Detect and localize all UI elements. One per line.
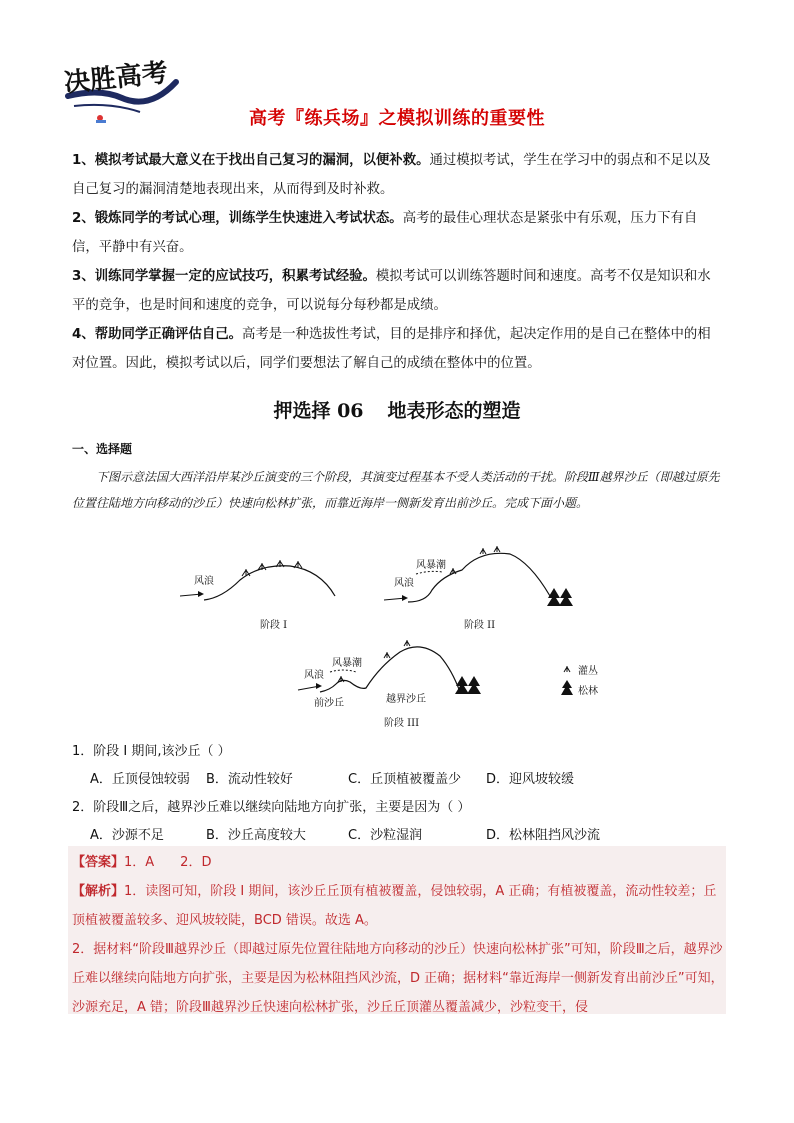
intro-section bbox=[72, 146, 724, 378]
cross-dune-label: 越界沙丘 bbox=[386, 694, 426, 705]
option: A．丘顶侵蚀较弱 bbox=[90, 772, 190, 787]
question-1-options bbox=[72, 766, 724, 794]
answer-line: 【答案】1．A 2．D bbox=[72, 855, 212, 870]
subsection-title: 一、选择题 bbox=[72, 442, 133, 456]
questions bbox=[72, 738, 724, 850]
option: D．松林阻挡风沙流 bbox=[486, 828, 601, 843]
question-1-stem: 1．阶段 I 期间,该沙丘（ ） bbox=[72, 744, 231, 759]
wind-wave-label-3: 风浪 bbox=[304, 670, 324, 681]
stage-2-diagram bbox=[384, 546, 573, 631]
storm-surge-label-2: 风暴潮 bbox=[416, 560, 446, 571]
analysis-p2: 2．据材料“阶段Ⅲ越界沙丘（即越过原先位置往陆地方向移动的沙丘）快速向松林扩张”可知，阶段Ⅲ之后，越界沙丘难以继续向陆地方向扩张，主要是因为松林阻挡风沙流，D 正确；据材料“靠近海岸一侧新发育出前沙丘”可知，沙源充足，A 错；阶段Ⅲ越界沙丘快速向松林扩张，沙丘丘顶灌丛覆盖减少，沙粒变干，侵 bbox=[72, 942, 724, 1015]
wind-wave-label-1: 风浪 bbox=[194, 576, 214, 587]
answer-section bbox=[72, 848, 724, 1022]
option: C．丘顶植被覆盖少 bbox=[348, 772, 462, 787]
legend-pine-label: 松林 bbox=[578, 686, 598, 697]
legend-shrub-icon bbox=[564, 666, 570, 672]
option: B．流动性较好 bbox=[206, 772, 293, 787]
section-title: 押选择 06 地表形态的塑造 bbox=[273, 400, 521, 422]
legend bbox=[561, 664, 598, 697]
page-title: 高考『练兵场』之模拟训练的重要性 bbox=[249, 108, 545, 129]
fore-dune-label: 前沙丘 bbox=[314, 698, 344, 709]
stage-1-diagram bbox=[180, 560, 335, 631]
legend-pine-icon bbox=[561, 680, 573, 695]
pine-icon bbox=[547, 588, 573, 606]
stage-1-label: 阶段 I bbox=[260, 620, 288, 631]
dune-figure bbox=[180, 540, 640, 740]
analysis-p1: 【解析】1．读图可知，阶段 I 期间，该沙丘丘顶有植被覆盖，侵蚀较弱，A 正确；有植被覆盖，流动性较差；丘顶植被覆盖较多、迎风坡较陡，BCD 错误。故选 A。 bbox=[72, 884, 717, 928]
stage-3-diagram bbox=[298, 640, 481, 729]
option: A．沙源不足 bbox=[90, 828, 164, 843]
stage-3-label: 阶段 III bbox=[384, 718, 420, 729]
legend-shrub-label: 灌丛 bbox=[578, 666, 598, 677]
question-2-stem: 2．阶段Ⅲ之后，越界沙丘难以继续向陆地方向扩张，主要是因为（ ） bbox=[72, 800, 471, 815]
option: D．迎风坡较缓 bbox=[486, 772, 575, 787]
intro-item: 1、模拟考试最大意义在于找出自己复习的漏洞，以便补救。通过模拟考试，学生在学习中的弱点和不足以及自己复习的漏洞清楚地表现出来，从而得到及时补救。 bbox=[72, 153, 711, 197]
option: B．沙丘高度较大 bbox=[206, 828, 306, 843]
intro-item: 3、训练同学掌握一定的应试技巧，积累考试经验。模拟考试可以训练答题时间和速度。高考不仅是知识和水平的竞争，也是时间和速度的竞争，可以说每分每秒都是成绩。 bbox=[72, 269, 711, 313]
intro-item: 4、帮助同学正确评估自己。高考是一种选拔性考试，目的是排序和择优，起决定作用的是自己在整体中的相对位置。因此，模拟考试以后，同学们要想法了解自己的成绩在整体中的位置。 bbox=[72, 327, 711, 371]
storm-surge-label-3: 风暴潮 bbox=[332, 658, 362, 669]
stage-2-label: 阶段 II bbox=[464, 620, 496, 631]
wind-wave-label-2: 风浪 bbox=[394, 578, 414, 589]
logo-text: 决胜高考 bbox=[62, 58, 170, 99]
option: C．沙粒湿润 bbox=[348, 828, 423, 843]
intro-item: 2、锻炼同学的考试心理，训练学生快速进入考试状态。高考的最佳心理状态是紧张中有乐观，压力下有自信，平静中有兴奋。 bbox=[72, 211, 698, 255]
question-passage: 下图示意法国大西洋沿岸某沙丘演变的三个阶段，其演变过程基本不受人类活动的干扰。阶段Ⅲ越界沙丘（即越过原先位置往陆地方向移动的沙丘）快速向松林扩张，而靠近海岸一侧新发育出前沙丘。完成下面小题。 bbox=[72, 470, 720, 510]
